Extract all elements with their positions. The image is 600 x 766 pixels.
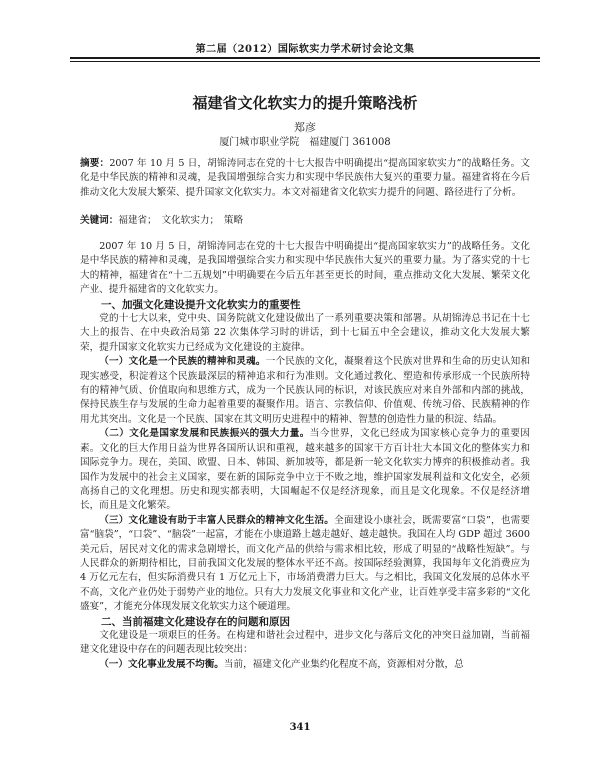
subsection-1-label: （一）文化是一个民族的精神和灵魂。	[99, 356, 266, 368]
subsection-2-label: （二）文化是国家发展和民族振兴的强大力量。	[99, 428, 310, 440]
keywords	[80, 214, 530, 228]
section-heading-2: 二、当前福建文化建设存在的问题和原因	[101, 615, 290, 628]
subsection-2-text: 当今世界，文化已经成为国家核心竞争力的重要因素。文化的巨大作用日益为世界各国所认识和重视，越来越多的国家干方百计壮大本国文化的整体实力和国际竞争力。现在，美国、欧盟、日本、韩国、新加坡等，都是新一轮文化软实力博弈的积极推动者。我国作为发展中的社会主义国家，要在新的国际竞争中立于不败之地，维护国家发展利益和文化安全，必须高扬自己的文化理想。历史和现实都表明，大国崛起不仅是经济现象，而且是文化现象。不仅是经济增长，而且是文化繁荣。	[80, 428, 530, 512]
subsection-3-label: （三）文化建设有助于丰富人民群众的精神文化生活。	[99, 514, 335, 526]
paper-author: 郑彦	[294, 121, 316, 134]
subsection-1-text: 一个民族的文化，凝聚着这个民族对世界和生命的历史认知和现实感受，积淀着这个民族最深层的精神追求和行为准则。文化通过教化、塑造和传承形成一个民族所特有的精神气质、价值取向和思维方式，成为一个民族认同的标识，对该民族应对来自外部和内部的挑战，保持民族生存与发展的生命力起着重要的凝聚作用。语言、宗教信仰、价值观、传统习俗、民族精神的作用尤其突出。文化是一个民族、国家在其文明历史进程中的精神、智慧的创造性力量的积淀、结晶。	[80, 356, 531, 425]
subsection-4-label: （一）文化事业发展不均衡。	[99, 658, 224, 670]
keywords-text: 福建省； 文化软实力； 策略	[118, 215, 244, 226]
paragraph-section-1-intro: 党的十七大以来，党中央、国务院就文化建设做出了一系列重要决策和部署。从胡锦涛总书记在十七大上的报告、在中央政治局第 22 次集体学习时的讲话，到十七届五中全会建议，推动文化大发展大繁荣，提升国家文化软实力已经成为文化建设的主旋律。	[80, 313, 530, 353]
paragraph-intro: 2007 年 10 月 5 日，胡锦涛同志在党的十七大报告中明确提出“提高国家软实力”的战略任务。文化是中华民族的精神和灵魂，是我国增强综合实力和实现中华民族伟大复兴的重要力量。为了落实党的十七大的精神，福建省在“十二五规划”中明确要在今后五年甚至更长的时间，重点推动文化大发展、繁荣文化产业、提升福建省的文化软实力。	[80, 241, 530, 296]
paragraph-section-2-intro: 文化建设是一项艰巨的任务。在构建和谐社会过程中，进步文化与落后文化的冲突日益加剧，当前福建文化建设中存在的问题表现比较突出：	[80, 629, 530, 656]
subsection-3-text: 全面建设小康社会，既需要富“口袋”，也需要富“脑袋”，“口袋”、“脑袋”一起富，才能在小康道路上越走越好、越走越快。我国在人均 GDP 超过 3600 美元后，居民对文化的需求急剧增长，而文化产品的供给与需求相比较，形成了明显的“战略性短缺”。与人民群众的新期待相比，目前我国文化发展的整体水平还不高。按国际经验测算，我国每年文化消费应为 4 万亿元左右，但实际消费只有 1 万亿元上下，市场消费潜力巨大。与之相比，我国文化发展的总体水平不高，文化产业仍处于弱势产业的地位。只有大力发展文化事业和文化产业，让百姓享受丰富多彩的“文化盛宴”，才能充分体现发展文化软实力这个硬道理。	[80, 514, 531, 613]
abstract-text: 2007 年 10 月 5 日，胡锦涛同志在党的十七大报告中明确提出“提高国家软实力”的战略任务。文化是中华民族的精神和灵魂，是我国增强综合实力和实现中华民族伟大复兴的重要力量。福建省将在今后推动文化大发展大繁荣、提升国家文化软实力。本文对福建省文化软实力提升的问题、路径进行了分析。	[80, 158, 530, 198]
header-rule	[70, 57, 540, 59]
section-heading-1: 一、加强文化建设提升文化软实力的重要性	[101, 298, 301, 311]
paper-title: 福建省文化软实力的提升策略浅析	[192, 94, 418, 112]
page-number: 341	[289, 722, 311, 733]
paper-affiliation: 厦门城市职业学院 福建厦门 361008	[219, 137, 391, 148]
keywords-label: 关键词：	[80, 215, 119, 226]
abstract-label: 摘要：	[80, 158, 110, 169]
subsection-1	[80, 355, 530, 427]
abstract	[80, 157, 530, 200]
subsection-2	[80, 427, 530, 513]
subsection-3	[80, 514, 530, 615]
running-header: 第二届（2012）国际软实力学术研讨会论文集	[195, 44, 415, 55]
subsection-4	[80, 658, 530, 672]
header-rule-thin	[70, 61, 540, 62]
main-body	[80, 240, 530, 672]
subsection-4-text: 当前，福建文化产业集约化程度不高，资源相对分散，总	[223, 658, 464, 670]
